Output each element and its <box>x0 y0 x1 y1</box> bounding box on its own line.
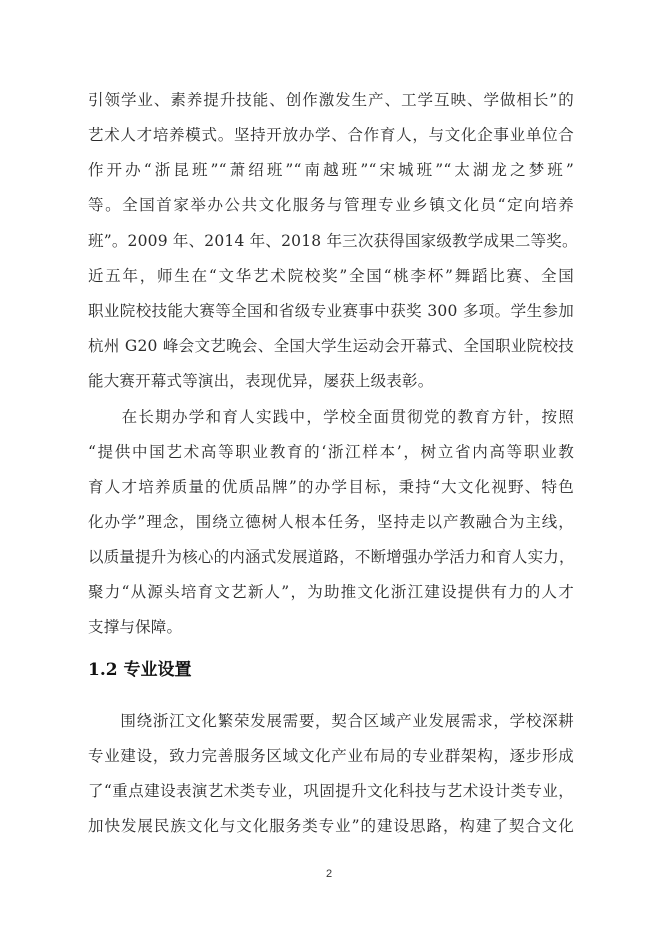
text-line: 加快发展民族文化与文化服务类专业”的建设思路，构建了契合文化 <box>88 817 574 835</box>
text-line: 近五年，师生在“文华艺术院校奖”全国“桃李杯”舞蹈比赛、全国 <box>88 267 574 285</box>
text-line: 引领学业、素养提升技能、创作激发生产、工学互映、学做相长”的 <box>88 91 574 109</box>
text-line: 专业建设，致力完善服务区域文化产业布局的专业群架构，逐步形成 <box>88 747 574 765</box>
text-line: 杭州 G20 峰会文艺晚会、全国大学生运动会开幕式、全国职业院校技 <box>88 337 574 355</box>
text-line: 聚力“从源头培育文艺新人”，为助推文化浙江建设提供有力的人才 <box>88 583 574 601</box>
text-line: 等。全国首家举办公共文化服务与管理专业乡镇文化员“定向培养 <box>88 196 574 214</box>
text-line: 作开办“浙昆班”“萧绍班”“南越班”“宋城班”“太湖龙之梦班” <box>88 161 574 179</box>
text-line: 班”。2009 年、2014 年、2018 年三次获得国家级教学成果二等奖。 <box>88 232 578 250</box>
text-line: 职业院校技能大赛等全国和省级专业赛事中获奖 300 多项。学生参加 <box>88 302 574 320</box>
text-line: 育人才培养质量的优质品牌”的办学目标，秉持“大文化视野、特色 <box>88 478 574 496</box>
text-line: 艺术人才培养模式。坚持开放办学、合作育人，与文化企事业单位合 <box>88 126 574 144</box>
text-line: “提供中国艺术高等职业教育的‘浙江样本’，树立省内高等职业教 <box>88 443 574 461</box>
text-line: 了“重点建设表演艺术类专业，巩固提升文化科技与艺术设计类专业， <box>88 782 574 800</box>
section-heading: 1.2 专业设置 <box>88 660 192 680</box>
text-line: 在长期办学和育人实践中，学校全面贯彻党的教育方针，按照 <box>88 408 574 426</box>
text-line: 化办学”理念，围绕立德树人根本任务，坚持走以产教融合为主线， <box>88 513 574 531</box>
text-line: 以质量提升为核心的内涵式发展道路，不断增强办学活力和育人实力， <box>88 548 575 566</box>
text-line: 能大赛开幕式等演出，表现优异，屡获上级表彰。 <box>88 372 434 390</box>
text-line: 围绕浙江文化繁荣发展需要，契合区域产业发展需求，学校深耕 <box>88 712 574 730</box>
text-line: 支撑与保障。 <box>88 618 183 636</box>
page-number: 2 <box>326 868 333 880</box>
